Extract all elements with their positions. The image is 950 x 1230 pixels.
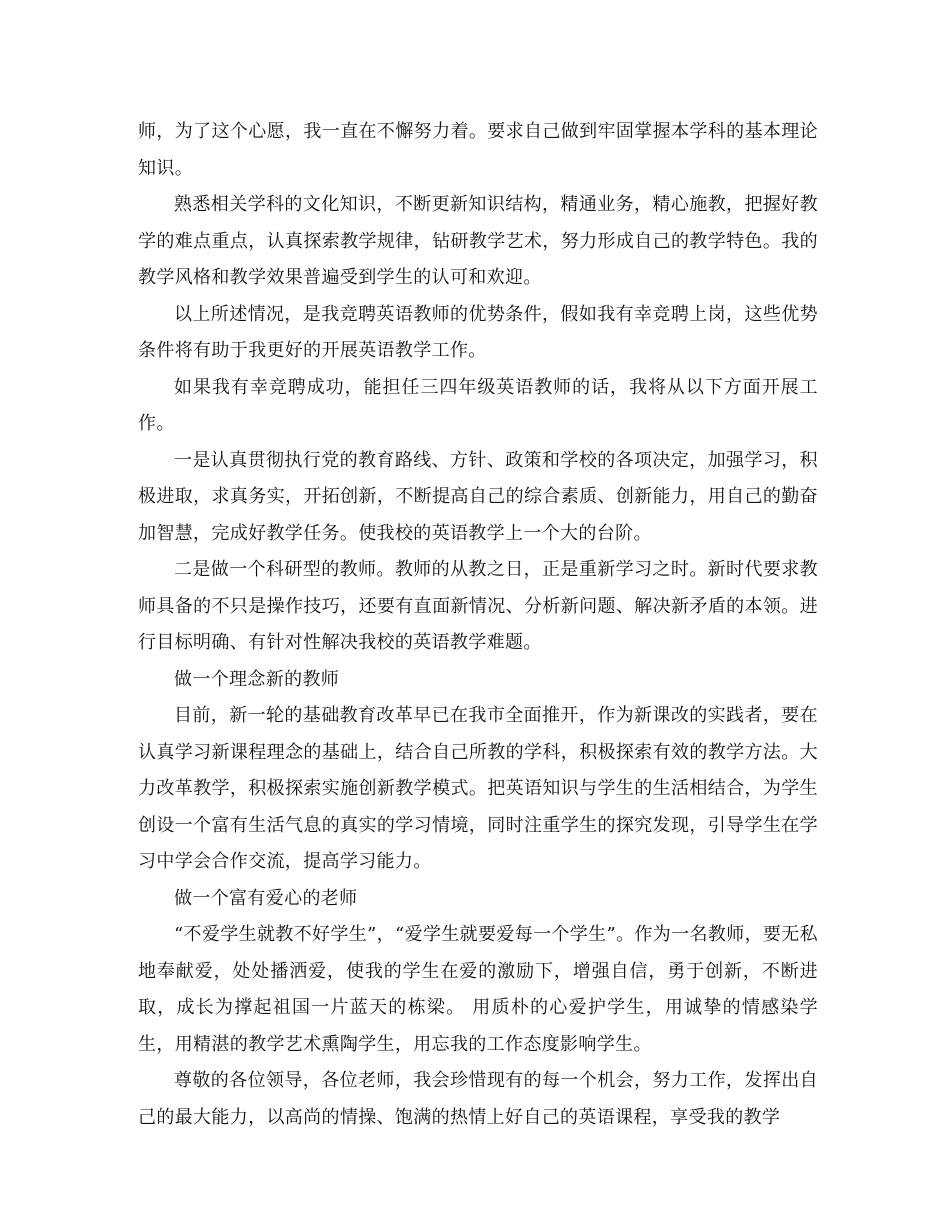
document-body bbox=[138, 114, 818, 1136]
paragraph-7: 目前，新一轮的基础教育改革早已在我市全面推开，作为新课改的实践者，要在认真学习新课程理念的基础上，结合自己所教的学科，积极探索有效的教学方法。大力改革教学，积极探索实施创新教学模式。把英语知识与学生的生活相结合，为学生创设一个富有生活气息的真实的学习情境，同时注重学生的探究发现，引导学生在学习中学会合作交流，提高学习能力。 bbox=[138, 705, 818, 872]
paragraph-3: 以上所述情况，是我竞聘英语教师的优势条件，假如我有幸竞聘上岗，这些优势条件将有助于我更好的开展英语教学工作。 bbox=[138, 303, 818, 361]
section-heading-innovative-teacher: 做一个理念新的教师 bbox=[174, 668, 340, 690]
paragraph-2: 熟悉相关学科的文化知识，不断更新知识结构，精通业务，精心施教，把握好教学的难点重点，认真探索教学规律，钻研教学艺术，努力形成自己的教学特色。我的教学风格和教学效果普遍受到学生的认可和欢迎。 bbox=[138, 194, 818, 288]
paragraph-5: 一是认真贯彻执行党的教育路线、方针、政策和学校的各项决定，加强学习，积极进取，求真务实，开拓创新，不断提高自己的综合素质、创新能力，用自己的勤奋加智慧，完成好教学任务。使我校的英语教学上一个大的台阶。 bbox=[138, 449, 818, 544]
section-heading-caring-teacher: 做一个富有爱心的老师 bbox=[174, 887, 358, 909]
paragraph-9: 尊敬的各位领导，各位老师，我会珍惜现有的每一个机会，努力工作，发挥出自己的最大能力，以高尚的情操、饱满的热情上好自己的英语课程，享受我的教学 bbox=[138, 1070, 818, 1128]
paragraph-8: “不爱学生就教不好学生”，“爱学生就要爱每一个学生”。作为一名教师，要无私地奉献爱，处处播洒爱，使我的学生在爱的激励下，增强自信，勇于创新，不断进取，成长为撑起祖国一片蓝天的栋梁。 用质朴的心爱护学生，用诚挚的情感染学生，用精湛的教学艺术熏陶学生，用忘我的工作态度影响学生。 bbox=[138, 924, 818, 1055]
paragraph-6: 二是做一个科研型的教师。教师的从教之日，正是重新学习之时。新时代要求教师具备的不只是操作技巧，还要有直面新情况、分析新问题、解决新矛盾的本领。进行目标明确、有针对性解决我校的英语教学难题。 bbox=[138, 559, 818, 653]
paragraph-1: 师，为了这个心愿，我一直在不懈努力着。要求自己做到牢固掌握本学科的基本理论知识。 bbox=[138, 121, 818, 179]
paragraph-4: 如果我有幸竞聘成功，能担任三四年级英语教师的话，我将从以下方面开展工作。 bbox=[138, 376, 818, 434]
